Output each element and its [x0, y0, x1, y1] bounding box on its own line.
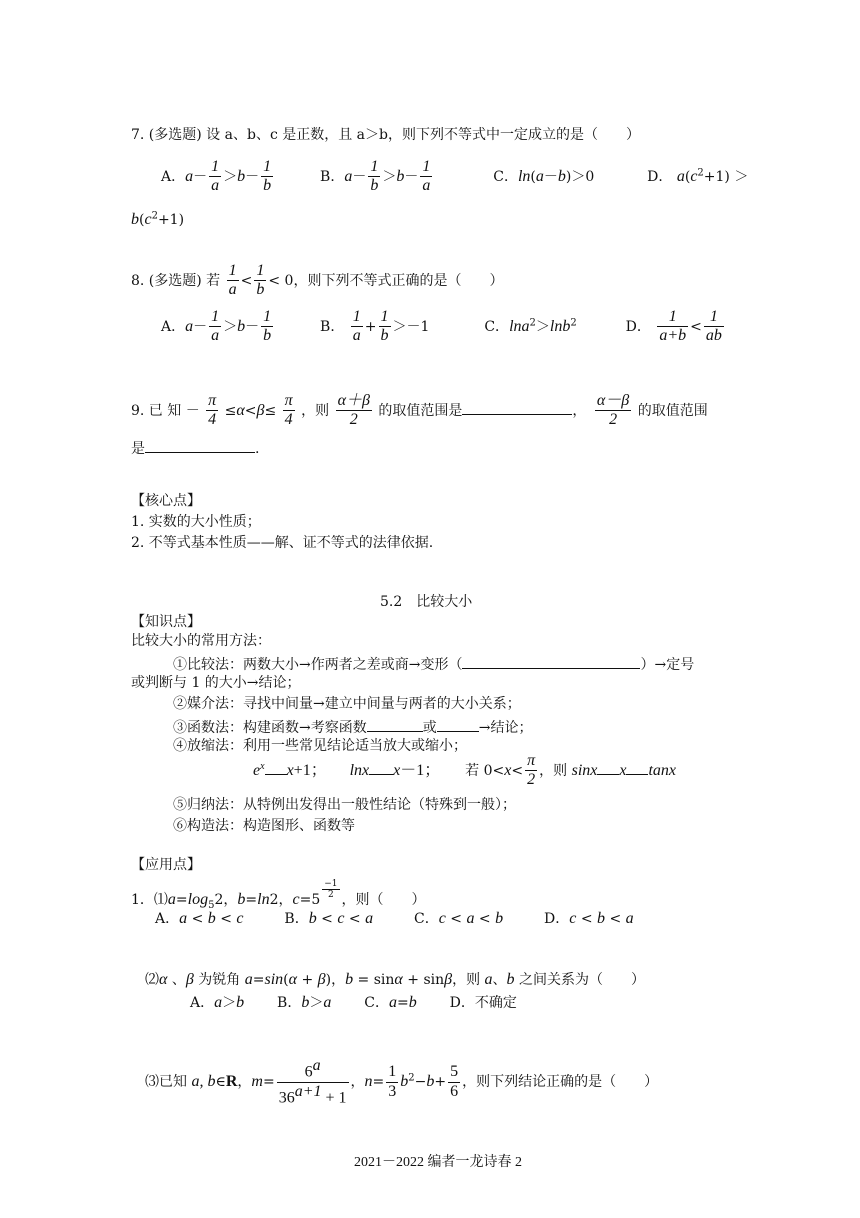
method-3-blank-1[interactable] [367, 717, 423, 732]
common-inequalities: $e^x$ x+1； lnx x－1； 若 0<x< $\frac{\pi}{2}$ ，则 sinx x tanx [253, 752, 677, 789]
app-q2-option-a: A．a＞b [190, 994, 245, 1011]
q9-line2: 是 . [131, 438, 259, 458]
q9-line1: 9. 已 知 － $\frac{\pi}{4}$ ≤α<β≤ $\frac{\pi}{4}$ ，则 $\frac{\alpha+\beta}{2}$ 的取值范围是 ， $\frac{\alpha-\beta}{2}$ 的取值范围 [131, 392, 708, 429]
app-q2-option-c: C．a=b [364, 994, 417, 1011]
q8-option-d: D． $\frac{1}{a+b}$ < $\frac{1}{ab}$ [625, 308, 722, 345]
app-q1-stem: 1．$⑴a=\log_52$，b=ln2，c=5 $^{\frac{-1}{2}}$ ，则（ ） [131, 879, 426, 911]
q7-stem: 7. (多选题) 设 a、b、c 是正数，且 a＞b，则下列不等式中一定成立的是（ ） [131, 127, 640, 143]
method-6: ⑥构造法：构造图形、函数等 [173, 818, 355, 834]
page-footer: 2021－2022 编者一龙诗春 2 [354, 1155, 522, 1170]
app-q1-option-c: C．c < a < b [414, 910, 504, 927]
app-q2-options [190, 993, 517, 1012]
q8-stem: 8. (多选题) 若 $\frac{1}{a}$ < $\frac{1}{b}$ < 0，则下列不等式正确的是（ ） [131, 262, 504, 299]
method-1-cont: 或判断与 1 的大小→结论； [131, 675, 301, 691]
q8-options-row [161, 308, 726, 348]
app-q1-option-b: B．b < c < a [284, 910, 374, 927]
method-3-blank-2[interactable] [437, 717, 479, 732]
knowledge-heading: 【知识点】 [131, 614, 201, 630]
app-q3-stem: ⑶已知 a, b∈R，m= $\frac{6^a}{36^{a+1} + 1}$ ，n= $\frac{1}{3}$ $b^2-b+$ $\frac{5}{6}$ ，则下列结论正确的是（ ） [145, 1057, 659, 1107]
core-item-2: 2. 不等式基本性质——解、证不等式的法律依据. [131, 535, 434, 551]
q7-option-d-continued: $b(c^2+1)$ [131, 210, 185, 228]
q8-option-b: B． $\frac{1}{a}$ + $\frac{1}{b}$ ＞－1 [320, 308, 430, 345]
application-heading: 【应用点】 [131, 857, 201, 873]
app-q2-option-b: B．b＞a [277, 994, 332, 1011]
app-q1-option-d: D．c < b < a [544, 910, 634, 927]
q8-option-c: C．lna$^2$＞lnb$^2$ [484, 317, 577, 335]
method-4: ④放缩法：利用一些常见结论适当放大或缩小； [173, 738, 467, 754]
method-1: ①比较法：两数大小→作两者之差或商→变形（ ）→定号 [173, 654, 694, 674]
q9-blank-1[interactable] [462, 400, 572, 415]
method-1-blank[interactable] [462, 654, 640, 669]
core-heading: 【核心点】 [131, 493, 201, 509]
q7-option-b: B．a－ $\frac{1}{b}$ ＞b－ $\frac{1}{a}$ [320, 158, 431, 195]
q7-option-d: D． $a(c^2+1)$ ＞ [647, 167, 749, 185]
q7-options-row [161, 158, 748, 198]
app-q1-option-a: A．a < b < c [155, 910, 244, 927]
method-2: ②媒介法：寻找中间量→建立中间量与两者的大小关系； [173, 696, 521, 712]
app-q2-option-d: D．不确定 [449, 995, 517, 1011]
core-item-1: 1. 实数的大小性质； [131, 514, 261, 530]
q9-blank-2[interactable] [145, 438, 255, 453]
q7-option-c: C．ln(a－b)＞0 [493, 167, 595, 185]
methods-intro: 比较大小的常用方法： [131, 633, 271, 649]
section-title: 5.2 比较大小 [380, 594, 473, 610]
q8-option-a: A．a－ $\frac{1}{a}$ ＞b－ $\frac{1}{b}$ [161, 308, 272, 345]
method-3: ③函数法：构建函数→考察函数 或 →结论； [173, 717, 532, 737]
q7-option-a: A．a－ $\frac{1}{a}$ ＞b－ $\frac{1}{b}$ [161, 158, 272, 195]
app-q1-options [155, 909, 634, 928]
app-q2-stem: ⑵α 、β 为锐角 a=sin(α + β)，b = sinα + sinβ，则 a、b 之间关系为（ ） [145, 971, 645, 988]
method-5: ⑤归纳法：从特例出发得出一般性结论（特殊到一般）； [173, 797, 516, 813]
